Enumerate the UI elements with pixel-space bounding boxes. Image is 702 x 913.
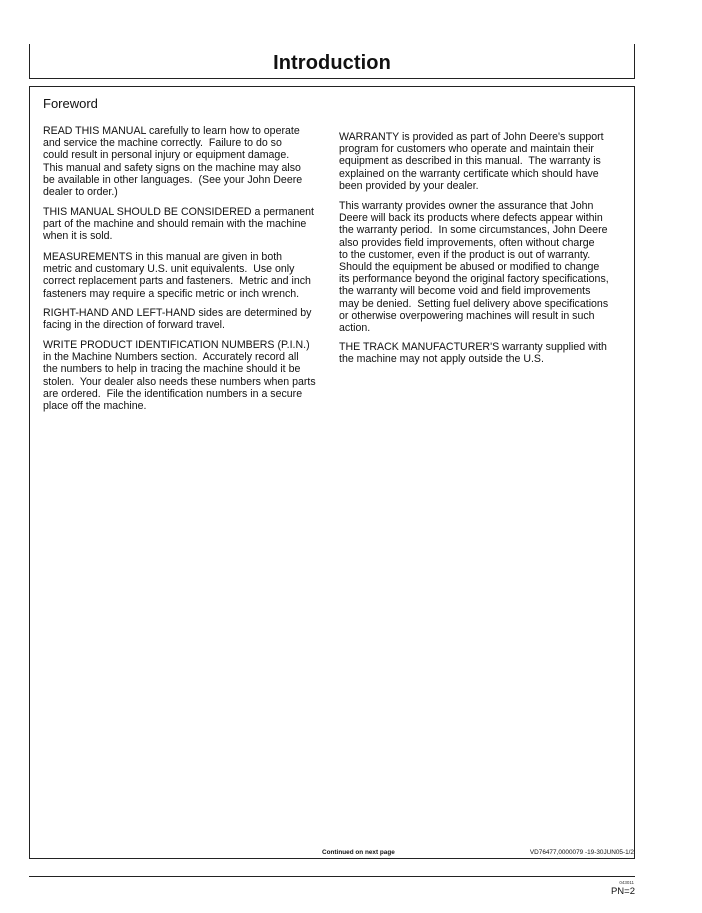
paragraph-right-left-hand: RIGHT-HAND AND LEFT-HAND sides are determined by facing in the direction of forward travel. — [43, 307, 312, 332]
continued-notice: Continued on next page — [322, 849, 395, 856]
paragraph-measurements: MEASUREMENTS in this manual are given in both metric and customary U.S. unit equivalents. Use only correct replacement parts and fasteners. Metric and inch fasteners may require a specific metric or inch wrench. — [43, 251, 311, 300]
paragraph-warranty: WARRANTY is provided as part of John Deere's support program for customers who operate and maintain their equipment as described in this manual. The warranty is explained on the warranty certificate which should have been provided by your dealer. — [339, 131, 604, 192]
section-heading: Foreword — [43, 96, 98, 111]
page-code: 043011 — [619, 880, 634, 885]
paragraph-pin-numbers: WRITE PRODUCT IDENTIFICATION NUMBERS (P.I.N.) in the Machine Numbers section. Accurately record all the numbers to help in tracing the machine should it be stolen. Your dealer also needs these numbers when parts are ordered. File the identification numbers in a secure place off the machine. — [43, 339, 316, 413]
paragraph-warranty-assurance: This warranty provides owner the assurance that John Deere will back its products where defects appear within the warranty period. In some circumstances, John Deere also provides field improvements, often without charge to the customer, even if the product is out of warranty. Should the equipment be abused or modified to change its performance beyond the original factory specifications, the warranty will become void and field improvements may be denied. Setting fuel delivery above specifications or otherwise overpowering machines will result in such action. — [339, 200, 609, 335]
paragraph-read-manual: READ THIS MANUAL carefully to learn how to operate and service the machine correctly. Failure to do so could result in personal injury or equipment damage. This manual and safety signs on the machine may also be available in other languages. (See your John Deere dealer to order.) — [43, 125, 303, 199]
document-reference: VD76477,0000079 -19-30JUN05-1/2 — [529, 849, 634, 856]
page-title: Introduction — [273, 52, 391, 74]
header-bottom-rule — [29, 78, 635, 79]
page-number: PN=2 — [610, 886, 635, 897]
paragraph-track-warranty: THE TRACK MANUFACTURER'S warranty supplied with the machine may not apply outside the U.S. — [339, 341, 607, 366]
paragraph-manual-permanent: THIS MANUAL SHOULD BE CONSIDERED a permanent part of the machine and should remain with the machine when it is sold. — [43, 206, 314, 243]
bottom-rule — [29, 876, 635, 877]
